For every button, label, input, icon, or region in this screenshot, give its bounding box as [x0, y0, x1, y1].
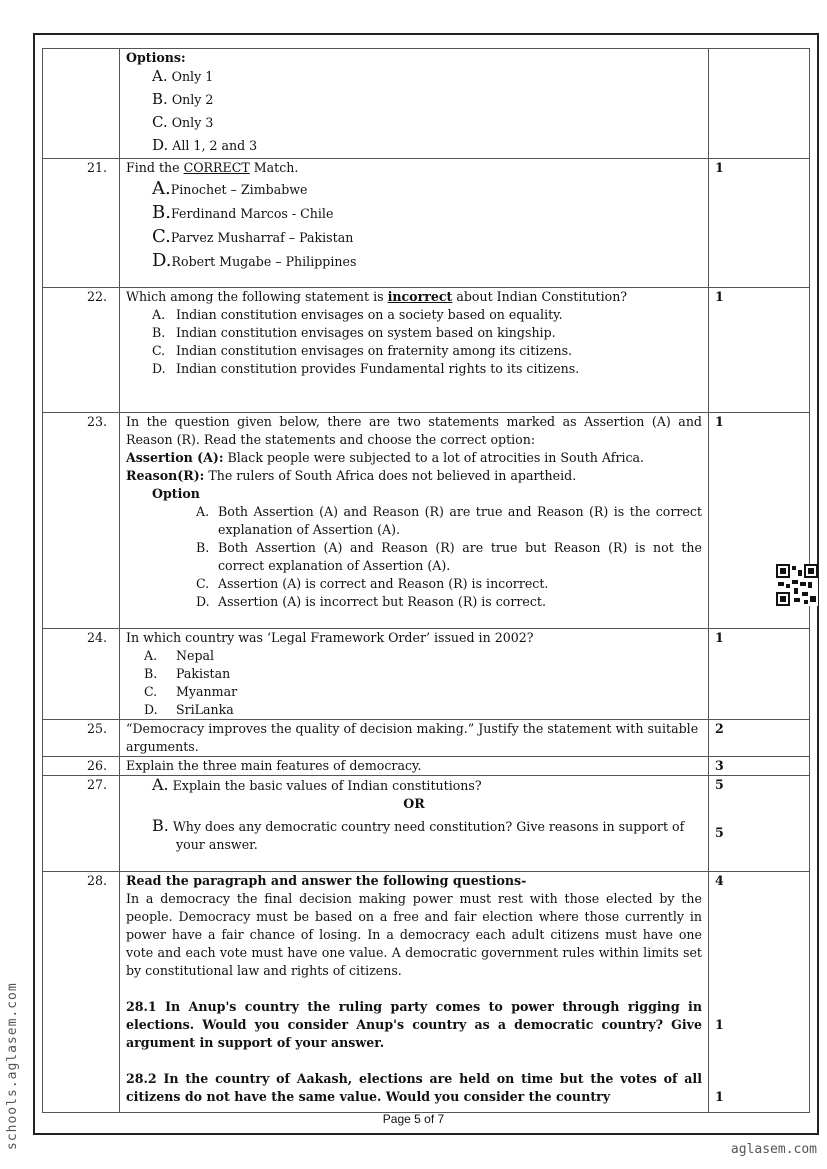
question-23: In the question given below, there are two statements marked as Assertion (A) and Reason (R). Read the statements and choose the correct option: Assertion (A): Black people were subjected to a lot of atrocities in South Africa. Reason(R): The rulers of South Africa does not believed in apartheid. Option A. Both Assertion (A) and Reason (R) are true and Reason (R) is the correct explanation of Assertion (A). B. Both Assertion (A) and Reason (R) are true but Reason (R) is not the correct explanation of Assertion (A). C. Assertion (A) is correct and Reason (R) is incorrect. D. Assertion (A) is incorrect but Reason (R) is correct.: [120, 413, 709, 629]
question-22: Which among the following statement is incorrect about Indian Constitution? A. Indian constitution envisages on a society based on equality. B. Indian constitution envisages on system based on kingship. C. Indian constitution envisages on fraternity among its citizens. D. Indian constitution provides Fundamental rights to its citizens.: [120, 288, 709, 413]
question-table: [42, 48, 810, 1113]
table-row: 21. Find the CORRECT Match. A.Pinochet – Zimbabwe B.Ferdinand Marcos - Chile C.Parvez Musharraf – Pakistan D.Robert Mugabe – Philippines 1: [43, 159, 810, 288]
question-25: “Democracy improves the quality of decision making.” Justify the statement with suitable arguments.: [120, 720, 709, 757]
table-row: 24. In which country was ‘Legal Framework Order’ issued in 2002? A. Nepal B. Pakistan C. Myanmar D. SriLanka 1: [43, 629, 810, 720]
watermark-right: aglasem.com: [730, 1142, 817, 1157]
table-row: 26. Explain the three main features of democracy. 3: [43, 757, 810, 776]
question-21: Find the CORRECT Match. A.Pinochet – Zimbabwe B.Ferdinand Marcos - Chile C.Parvez Musharraf – Pakistan D.Robert Mugabe – Philippines: [120, 159, 709, 288]
table-row: 25. “Democracy improves the quality of decision making.” Justify the statement with suitable arguments. 2: [43, 720, 810, 757]
question-26: Explain the three main features of democracy.: [120, 757, 709, 776]
question-content: Options: A. Only 1 B. Only 2 C. Only 3 D. All 1, 2 and 3: [120, 49, 709, 159]
watermark-left: schools.aglasem.com: [5, 982, 20, 1150]
table-row: 28. Read the paragraph and answer the following questions- In a democracy the final decision making power must rest with those elected by the people. Democracy must be based on a free and fair election where those currently in power have a fair chance of losing. In a democracy each adult citizens must have one vote and each vote must have one value. A democratic government rules within limits set by constitutional law and rights of citizens. 28.1 In Anup's country the ruling party comes to power through rigging in elections. Would you consider Anup's country as a democratic country? Give argument in support of your answer. 28.2 In the country of Aakash, elections are held on time but the votes of all citizens do not have the same value. Would you consider the country 4 1 1: [43, 872, 810, 1113]
qr-code-icon: [776, 564, 818, 606]
question-27: A. Explain the basic values of Indian constitutions? OR B. Why does any democratic country need constitution? Give reasons in support of your answer.: [120, 776, 709, 872]
table-row: 27. A. Explain the basic values of Indian constitutions? OR B. Why does any democratic country need constitution? Give reasons in support of your answer. 5 5: [43, 776, 810, 872]
table-row: [43, 49, 810, 159]
question-28: Read the paragraph and answer the following questions- In a democracy the final decision making power must rest with those elected by the people. Democracy must be based on a free and fair election where those currently in power have a fair chance of losing. In a democracy each adult citizens must have one vote and each vote must have one value. A democratic government rules within limits set by constitutional law and rights of citizens. 28.1 In Anup's country the ruling party comes to power through rigging in elections. Would you consider Anup's country as a democratic country? Give argument in support of your answer. 28.2 In the country of Aakash, elections are held on time but the votes of all citizens do not have the same value. Would you consider the country: [120, 872, 709, 1113]
page-number: Page 5 of 7: [382, 1112, 445, 1126]
question-24: In which country was ‘Legal Framework Order’ issued in 2002? A. Nepal B. Pakistan C. Myanmar D. SriLanka: [120, 629, 709, 720]
table-row: 22. Which among the following statement is incorrect about Indian Constitution? A. Indian constitution envisages on a society based on equality. B. Indian constitution envisages on system based on kingship. C. Indian constitution envisages on fraternity among its citizens. D. Indian constitution provides Fundamental rights to its citizens. 1: [43, 288, 810, 413]
table-row: 23. In the question given below, there are two statements marked as Assertion (A) and Reason (R). Read the statements and choose the correct option: Assertion (A): Black people were subjected to a lot of atrocities in South Africa. Reason(R): The rulers of South Africa does not believed in apartheid. Option A. Both Assertion (A) and Reason (R) are true and Reason (R) is the correct explanation of Assertion (A). B. Both Assertion (A) and Reason (R) are true but Reason (R) is not the correct explanation of Assertion (A). C. Assertion (A) is correct and Reason (R) is incorrect. D. Assertion (A) is incorrect but Reason (R) is correct. 1: [43, 413, 810, 629]
